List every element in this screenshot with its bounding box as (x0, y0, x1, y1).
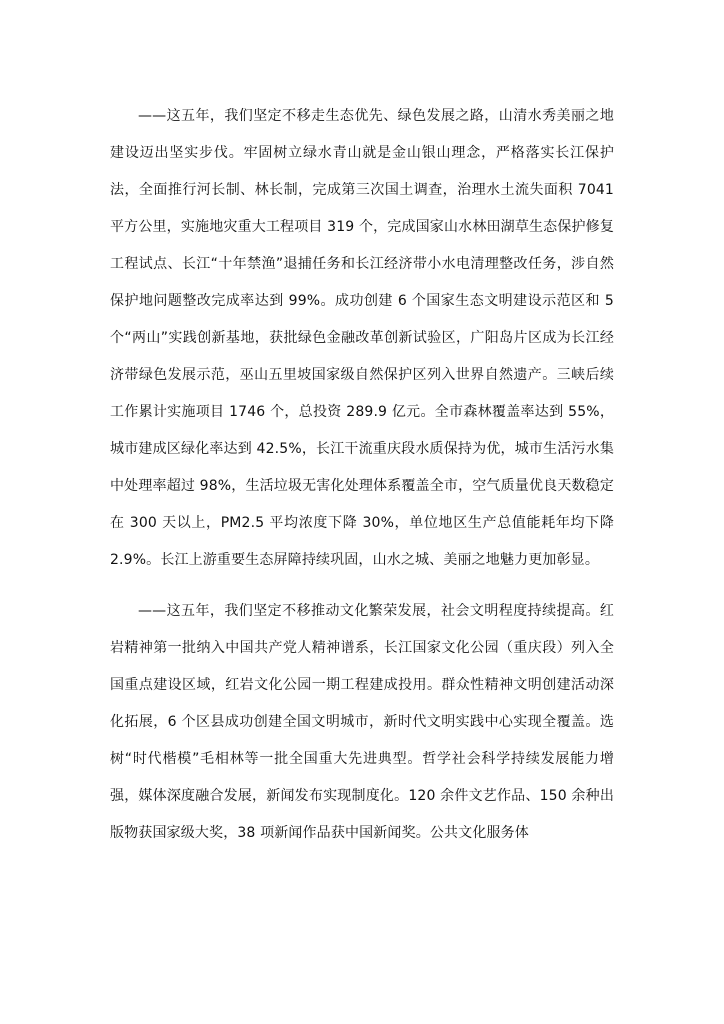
document-page (110, 98, 614, 852)
paragraph-culture: ——这五年，我们坚定不移推动文化繁荣发展，社会文明程度持续提高。红岩精神第一批纳入中国共产党人精神谱系，长江国家文化公园（重庆段）列入全国重点建设区域，红岩文化公园一期工程建成投用。群众性精神文明创建活动深化拓展，6 个区县成功创建全国文明城市，新时代文明实践中心实现全覆盖。选树“时代楷模”毛相林等一批全国重大先进典型。哲学社会科学持续发展能力增强，媒体深度融合发展，新闻发布实现制度化。120 余件文艺作品、150 余种出版物获国家级大奖，38 项新闻作品获中国新闻奖。公共文化服务体 (110, 603, 614, 841)
paragraph-ecology: ——这五年，我们坚定不移走生态优先、绿色发展之路，山清水秀美丽之地建设迈出坚实步伐。牢固树立绿水青山就是金山银山理念，严格落实长江保护法，全面推行河长制、林长制，完成第三次国土调查，治理水土流失面积 7041 平方公里，实施地灾重大工程项目 319 个，完成国家山水林田湖草生态保护修复工程试点、长江“十年禁渔”退捕任务和长江经济带小水电清理整改任务，涉自然保护地问题整改完成率达到 99%。成功创建 6 个国家生态文明建设示范区和 5 个“两山”实践创新基地，获批绿色金融改革创新试验区，广阳岛片区成为长江经济带绿色发展示范，巫山五里坡国家级自然保护区列入世界自然遗产。三峡后续工作累计实施项目 1746 个，总投资 289.9 亿元。全市森林覆盖率达到 55%，城市建成区绿化率达到 42.5%，长江干流重庆段水质保持为优，城市生活污水集中处理率超过 98%，生活垃圾无害化处理体系覆盖全市，空气质量优良天数稳定在 300 天以上，PM2.5 平均浓度下降 30%，单位地区生产总值能耗年均下降 2.9%。长江上游重要生态屏障持续巩固，山水之城、美丽之地魅力更加彰显。 (110, 108, 614, 568)
